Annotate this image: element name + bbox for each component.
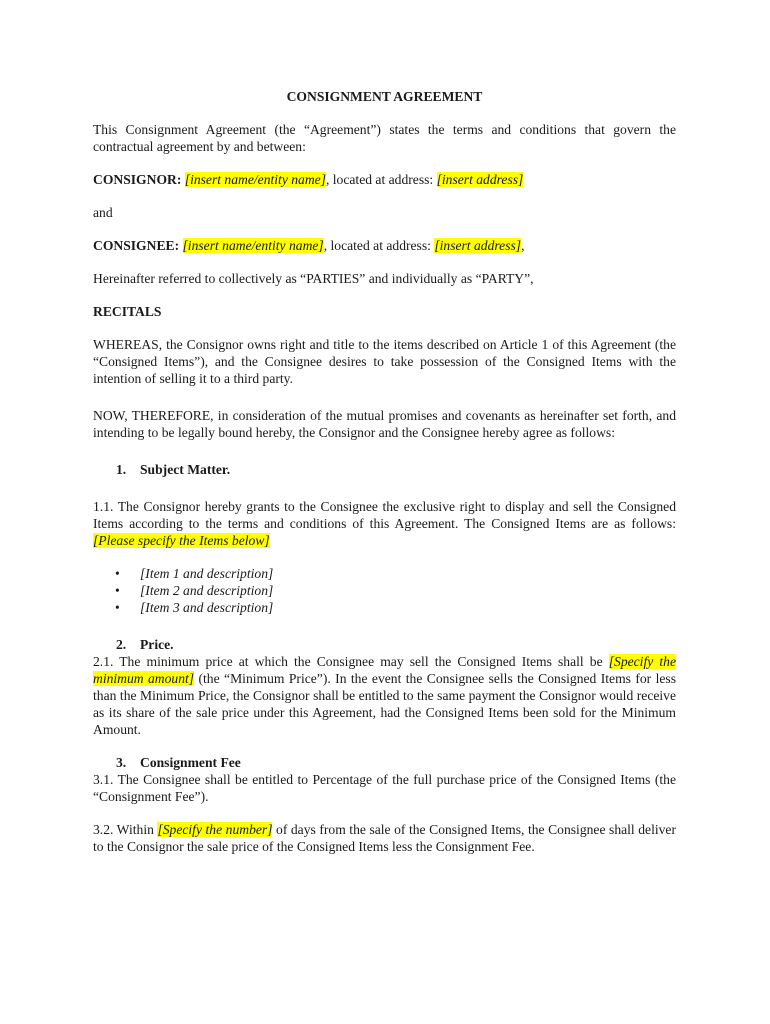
section-2-heading — [93, 636, 676, 653]
consignee-line-end: , — [521, 238, 525, 253]
item-placeholder[interactable]: [Item 3 and description] — [140, 600, 274, 615]
days-number-placeholder[interactable]: [Specify the number] — [157, 822, 273, 837]
item-placeholder[interactable]: [Item 1 and description] — [140, 566, 274, 581]
section-3-2-paragraph: 3.2. Within [Specify the number] of days from the sale of the Consigned Items, the Consignee shall deliver to the Consignor the sale price of the Consigned Items less the Consignment Fee. — [93, 822, 676, 854]
consignor-label: CONSIGNOR: — [93, 172, 182, 187]
consignee-address-text: , located at address: — [323, 238, 435, 253]
consignee-name-placeholder[interactable]: [insert name/entity name] — [182, 238, 324, 253]
consignor-line — [93, 171, 676, 188]
section-3-number: 3. — [116, 755, 127, 770]
consignor-address-text: , located at address: — [325, 172, 437, 187]
consignee-address-placeholder[interactable]: [insert address] — [434, 238, 522, 253]
document-title: CONSIGNMENT AGREEMENT — [286, 89, 483, 104]
minimum-amount-placeholder[interactable]: [Specify the minimum amount] — [93, 654, 676, 686]
bullet-icon: • — [115, 600, 120, 615]
consignor-name-placeholder[interactable]: [insert name/entity name] — [184, 172, 326, 187]
section-1-title: Subject Matter. — [140, 462, 231, 477]
consignee-label: CONSIGNEE: — [93, 238, 180, 253]
now-therefore-paragraph: NOW, THEREFORE, in consideration of the mutual promises and covenants as hereinafter set forth, and intending to be legally bound hereby, the Consignor and the Consignee hereby agree as follows: — [93, 408, 676, 440]
section-3-heading — [93, 754, 676, 771]
recitals-heading: RECITALS — [93, 304, 162, 319]
consignee-line — [93, 237, 676, 254]
list-item — [115, 565, 676, 582]
section-3-1-paragraph: 3.1. The Consignee shall be entitled to Percentage of the full purchase price of the Consigned Items (the “Consignment Fee”). — [93, 772, 676, 804]
item-placeholder[interactable]: [Item 2 and description] — [140, 583, 274, 598]
section-2-number: 2. — [116, 637, 127, 652]
list-item — [115, 582, 676, 599]
hereinafter-paragraph: Hereinafter referred to collectively as “PARTIES” and individually as “PARTY”, — [93, 271, 534, 286]
section-1-heading — [93, 461, 676, 478]
section-2-1-paragraph: 2.1. The minimum price at which the Consignee may sell the Consigned Items shall be [Specify the minimum amount] (the “Minimum Price”). In the event the Consignee sells the Consigned Items for less than the Minimum Price, the Consignor shall be entitled to the same payment the Consignor would receive as its share of the sale price under this Agreement, had the Consigned Items been sold for the Minimum Amount. — [93, 654, 677, 737]
section-1-1-text: 1.1. The Consignor hereby grants to the Consignee the exclusive right to display and sell the Consigned Items according to the terms and conditions of this Agreement. The Consigned Items are as follows: — [93, 499, 676, 531]
section-2-title: Price. — [140, 637, 174, 652]
items-placeholder[interactable]: [Please specify the Items below] — [93, 533, 270, 548]
whereas-paragraph: WHEREAS, the Consignor owns right and title to the items described on Article 1 of this Agreement (the “Consigned Items”), and the Consignee desires to take possession of the Consigned Items with the intention of selling it to a third party. — [93, 337, 676, 386]
bullet-icon: • — [115, 583, 120, 598]
intro-paragraph: This Consignment Agreement (the “Agreement”) states the terms and conditions that govern the contractual agreement by and between: — [93, 122, 676, 154]
and-text: and — [93, 205, 113, 220]
section-3-title: Consignment Fee — [140, 755, 241, 770]
list-item — [115, 599, 676, 616]
consignor-address-placeholder[interactable]: [insert address] — [436, 172, 524, 187]
items-list — [93, 565, 676, 616]
section-1-1-paragraph — [93, 498, 676, 549]
bullet-icon: • — [115, 566, 120, 581]
document-body — [93, 88, 676, 855]
section-1-number: 1. — [116, 462, 127, 477]
